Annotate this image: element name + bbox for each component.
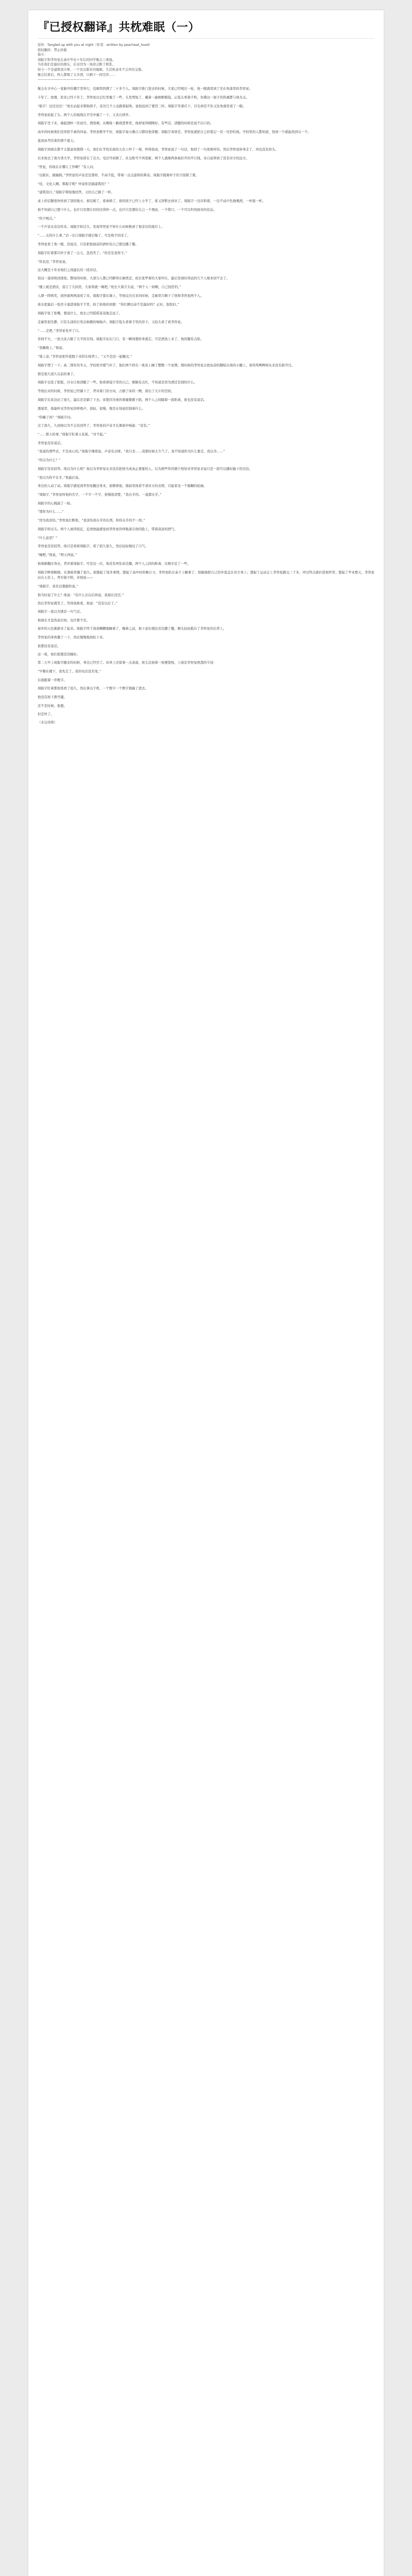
meta-line: ———————————————— <box>38 78 90 82</box>
paragraph: 周振宇坐下来，端起酒杯一饮而尽。酒很辣，从喉咙一路烧进胃里，他却觉得刚刚好。有些话，清醒的时候是说不出口的。 <box>38 122 214 126</box>
paragraph: 那是很久很久以前的事了。 <box>38 372 77 376</box>
paragraph: 李智星没有说话。 <box>38 441 64 445</box>
paragraph: “你也是。”李智星说。 <box>38 260 69 264</box>
paragraph: “建筑设计。”周振宇简短地回答，又给自己倒了一杯。 <box>38 191 114 195</box>
paragraph: 房间不大，一张大床占据了大半的空间。周振宇站在门口，有一瞬间想转身就走，可是酒劲上来了，他的腿有点软。 <box>38 337 204 342</box>
meta-line: 授权翻译、禁止转载 <box>38 48 67 52</box>
paragraph: （未完待续） <box>38 721 57 725</box>
paragraph: 周振宇盯着那张纸看了很久，然后拿出手机，一个数字一个数字地输了进去。 <box>38 687 148 691</box>
paragraph: 窗外的天色渐渐亮了起来。周振宇终于迷迷糊糊地睡着了，睡着之前，他下意识地往旁边挪了挪，额头轻轻抵在了李智星的后背上。 <box>38 627 227 631</box>
paragraph: 但是快了。 <box>38 712 54 716</box>
paragraph: 走廊里很安静，只有头顶的灯发出细微的嗡嗡声。周振宇低头看着手里的房卡，又抬头看了看李智星。 <box>38 320 184 324</box>
paragraph: 过了很久，久到他以为不会有回答了，李智星的声音才在黑暗中响起：“没有。” <box>38 424 150 428</box>
paragraph: “……那天的事，”周振宇盯着天花板，“对不起。” <box>38 433 107 437</box>
paragraph: 这一夜，他们谁都没有睡好。 <box>38 652 80 656</box>
paragraph: 李智星看了他一眼，没说话，只是把他面前的酒杯往自己那边挪了挪。 <box>38 243 139 247</box>
paragraph: 后面跟着一串数字。 <box>38 678 67 682</box>
paragraph: “我睡地上。”他说。 <box>38 346 65 350</box>
paragraph: 周振宇转过头。两个人离得很近，近到他能感觉到李智星的呼吸落在他的脸上，带着淡淡的酒气。 <box>38 527 178 531</box>
paragraph: 李智星没有回答。他只是看着周振宇，看了很久很久，然后轻轻地叹了口气。 <box>38 545 148 549</box>
paragraph: 周振宇睁着眼睛，在黑暗里躺了很久。他想起了很多事情。想起了高中时的晚自习，李智星趴在桌子上睡着了，他偷偷把自己的外套盖在对方身上；想起了运动会上李智星跑完三千米，冲过终点就扑进他怀里；想起了毕业那天，李智星站在天台上，背对着夕阳，对他说—— <box>38 570 374 580</box>
paragraph: 谁都没有说话。 <box>38 644 61 648</box>
paragraph: 他没有按下拨号键。 <box>38 696 67 700</box>
paragraph: “你以为什么？” <box>38 459 61 463</box>
paragraph: 周振宇在床边站了很久，最后还是躺了下去。床垫因为他的重量微微下陷，两个人之间隔着一段距离，谁也没有说话。 <box>38 398 207 402</box>
paragraph: “……关你什么事。”话一出口周振宇就后悔了，可是收不回来了。 <box>38 234 131 238</box>
paragraph: 周振宇到现在都不太愿意回想那一天。他们在学校后面的天台上吵了一架，吵得很凶，李智星说了一句话，他回了一句更难听的。然后李智星转身走了，再也没有回头。 <box>38 147 279 151</box>
paragraph: 周振宇的心跳漏了一拍。 <box>38 502 74 506</box>
paragraph: 高中的时候他们是形影不离的同桌。李智星数学不好，周振宇每天晚自习都给他讲题；周振宇英语差，李智星就把自己的笔记一页一页抄给他。学校里的人都知道，找到一个就能找到另一个。 <box>38 130 311 134</box>
paragraph: 周振宇去洗了把脸，冷水让他清醒了一些。他看着镜子里的自己，眼睛有点红，不知道是因为酒还是别的什么。 <box>38 381 197 385</box>
paragraph: 饭局一直持续到深夜。散场的时候，大部分人都已经醉得东倒西歪，班长张罗着给大家叫车，最后发现住得远的几个人根本回不去了。 <box>38 277 230 281</box>
article-page <box>28 10 384 2576</box>
meta-line: 聚会结束后，两人都喝了太多酒，只剩下一间空房…… <box>38 73 116 77</box>
paragraph: 等他出来的时候，李智星已经躺下了，背对着门的方向，占据了床的一侧，留出了大片的空间。 <box>38 389 175 394</box>
paragraph: “那你为什么……” <box>38 510 64 514</box>
paragraph: “什么意思？” <box>38 536 58 540</box>
paragraph: “周振宇，我有话想跟你说。” <box>38 585 79 589</box>
paragraph: “地上凉。”李智星把外套脱下来搭在椅背上，“又不是没一起睡过。” <box>38 354 132 359</box>
paragraph: 周振宇盯着那只杯子看了一会儿，忽然笑了。“你还是老样子。” <box>38 251 127 256</box>
paragraph: “你少喝点。” <box>38 216 56 221</box>
paragraph: 班长把最后一张房卡塞进周振宇手里，拍了拍他的肩膀：“你们俩以前不是最好吗？正好，叙叙旧。” <box>38 303 180 307</box>
article-body <box>38 87 374 726</box>
paragraph: “哇，文化人啊。那振宇呢？听说你是搞建筑的？” <box>38 182 110 186</box>
paragraph: “我说的那些话，不是真心的。”周振宇继续说，声音有点哑，“我只是……我那时候太生气了。我不知道你为什么要走，我以为……” <box>38 450 225 454</box>
paragraph: “出版社，做编辑。”李智星的声音还是那样，不高不低，带着一点点温和的鼻音。周振宇握着杯子的手指紧了紧。 <box>38 173 199 177</box>
paragraph: 然后李智星就笑了，笑得很难看。他说：“没有以后了。” <box>38 601 118 605</box>
paragraph: 后来他去了南方读大学，李智星留在了北方。电话号码换了，社交账号不再更新，两个人就像两条被拉开的平行线，各自延伸到了没有对方的远方。 <box>38 156 249 160</box>
paragraph: 桌上的话题很快转到了别的地方。谁结婚了，谁离婚了，谁的孩子已经上小学了，谁又辞职去创业了。周振宇一边应和着，一边不动声色地喝酒，一杯接一杯。 <box>38 199 266 203</box>
paragraph: “楼上就是酒店，我订了几间房，大家将就一晚吧。”班长大着舌头说，“两个人一间啊，自己找搭档。” <box>38 285 181 290</box>
paragraph: 聚会在市中心一家新开的餐厅里举行，包厢里挤满了二十多个人。周振宇推门进去的时候，大家已经喝过一轮，他一眼就看到了坐在角落里的李智星。 <box>38 87 252 91</box>
paragraph: “振宇！这边这边！”班长站起来朝他挥手，旁边几个人也跟着起哄，说他迟到了要罚三杯。周振宇笑着应下，目光却忍不住又往角落里看了一眼。 <box>38 104 246 108</box>
paragraph: 他现在才忽然意识到，也许那不是。 <box>38 618 90 622</box>
paragraph: “因为我害怕。”李智星打断他，“我害怕我在乎的东西，和你在乎的不一样。” <box>38 518 145 522</box>
paragraph: “周振宇，”李智星叫他的名字，一个字一个字，很慢很清楚，“我在乎的。一直都在乎。” <box>38 493 162 497</box>
paragraph: “智星，你现在在哪儿工作啊？”有人问。 <box>38 165 96 169</box>
paragraph: 周振宇愣了一下。高二那年的冬天，学校宿舍暖气坏了，他们两个挤在一张床上睡了整整一个星期。那时候的李智星会把冰凉的脚贴在他的小腿上，他骂骂咧咧却从来没有推开过。 <box>38 363 295 367</box>
meta-line: 当年他们是最好的朋友，后来因为一场误会断了联系。 <box>38 63 116 67</box>
paragraph: 周振宇一直以为那是一句气话。 <box>38 610 83 614</box>
meta-line: 如今一个是建筑设计师，一个是出版社的编辑，生活轨迹本不会再有交集。 <box>38 67 145 72</box>
meta-line: 周振宇和李智星在高中毕业十年后的同学聚会上重逢。 <box>38 58 116 62</box>
paragraph: “我以为你不在乎。”他最后说。 <box>38 476 82 480</box>
paragraph: 他当时说了什么？他说：“有什么话以后再说，我现在没空。” <box>38 593 124 597</box>
paragraph: 他重新翻过身去，背对着周振宇。可是这一次，他没有再往床边挪，两个人之间的距离，比刚才近了一些。 <box>38 562 191 566</box>
paragraph: “你睡了吗？”周振宇问。 <box>38 416 74 420</box>
paragraph: 十年了。他想，原来已经十年了。李智星比记忆里瘦了一些，头发剪短了，戴着一副细框眼镜，正低头看着手机，仿佛这一屋子的热闹都与他无关。 <box>38 95 249 99</box>
paragraph: 黑暗里，他能听见李智星的呼吸声，很轻，很慢，像是在刻意控制着什么。 <box>38 407 145 411</box>
article-meta <box>38 43 374 82</box>
meta-line: 原作：Tangled up with you at night（作者：written by peacheat_hood） <box>38 43 152 47</box>
paragraph: 周振宇张了张嘴，想说什么，班长已经摇摇晃晃地走远了。 <box>38 312 123 316</box>
paragraph: 周振宇没有回答。他以为什么呢？他以为李智星从来没有把他当成真正重要的人，以为那些年的朝夕相处对李智星来说只是一段可以随时抛下的过往。 <box>38 467 252 471</box>
paragraph: 一个声音从旁边传来。周振宇转过头，发现李智星不知什么时候换到了他旁边的座位上。 <box>38 225 165 229</box>
paragraph: 第二天早上周振宇醒来的时候，身边已经空了。床单上还留着一点余温，枕头边放着一张便签纸，上面是李智星熟悉的字迹： <box>38 661 217 665</box>
paragraph: 人群一阵哄笑，很快就两两凑成了对。周振宇靠在墙上，等他反应过来的时候，走廊里只剩下了他和李智星两个人。 <box>38 294 204 298</box>
paragraph: 这大概是十年来他们之间最长的一段对话。 <box>38 268 100 272</box>
paragraph: 直到高考结束的那个夏天。 <box>38 139 77 143</box>
paragraph: “睡吧。”他说，“明天再说。” <box>38 553 77 557</box>
paragraph: “……走吧。”李智星先开了口。 <box>38 329 82 333</box>
meta-line: 简介： <box>38 53 47 57</box>
paragraph: 李智星抬起了头。两个人的视线在半空中撞了一下，又各自移开。 <box>38 113 132 117</box>
paragraph: “早餐在楼下，我先走了。我的电话没有变。” <box>38 670 101 674</box>
paragraph: 李智星的身体僵了一下，然后慢慢地放松下来。 <box>38 636 106 640</box>
article-title: 『已授权翻译』共枕难眠（一） <box>38 21 200 34</box>
paragraph: 身边的人动了动。周振宇感觉到李智星翻过身来，面朝着他。黑暗里他看不清对方的表情，只能看见一个模糊的轮廓。 <box>38 484 207 488</box>
title-row <box>38 20 374 39</box>
paragraph: 还不是时候。他想。 <box>38 704 67 708</box>
paragraph: 他不知道自己想干什么。也许只是想让时间过得快一点，也许只是想给自己一个理由，一个借口，一个可以坦然面对的状态。 <box>38 208 217 212</box>
